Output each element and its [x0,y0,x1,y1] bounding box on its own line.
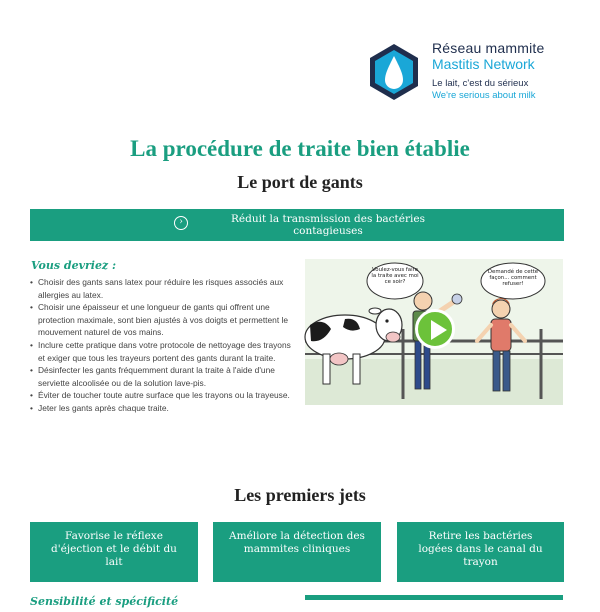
list-item: • Choisir une épaisseur et une longueur de gants qui offrent une protection maximale, sont bien ajustés à vos doigts et permettent le mouvement naturel de vos mains. [30,301,292,339]
recommendation-list [30,276,292,415]
droplet-shield-icon [368,42,420,102]
speech-bubble-left: Voulez-vous faire la traite avec moi ce soir? [371,267,419,286]
list-item: • Choisir des gants sans latex pour réduire les risques associés aux allergies au latex. [30,276,292,301]
benefit-banner-text: Réduit la transmission des bactéries contagieuses [231,213,425,237]
list-item: • Jeter les gants après chaque traite. [30,402,292,415]
brand-name-fr: Réseau mammite [432,40,545,56]
section-title: Les premiers jets [234,485,366,505]
brand-tagline-fr: Le lait, c'est du sérieux [432,78,529,89]
benefit-card-text: Favorise le réflexe d'éjection et le débit du lait [51,530,177,568]
benefit-card[interactable] [213,522,381,582]
list-item: • Inclure cette pratique dans votre protocole de nettoyage des trayons et exiger que tous les trayeurs portent des gants durant la traite. [30,339,292,364]
section-heading: Vous devriez : [31,259,117,272]
list-item: • Éviter de toucher toute autre surface que les trayons ou la trayeuse. [30,389,292,402]
page-subtitle: Le port de gants [237,172,363,192]
banner-partial [305,595,563,600]
section-heading-partial [30,594,260,608]
list-item: • Désinfecter les gants fréquemment durant la traite à l'aide d'une serviette alcoolisée ou de la solution lave-pis. [30,364,292,389]
brand-name-en: Mastitis Network [432,56,535,72]
video-thumbnail[interactable] [305,259,563,405]
benefit-card-text: Améliore la détection des mammites cliniques [229,530,365,555]
benefit-card[interactable] [30,522,198,582]
speech-bubble-right: Demandé de cette façon... comment refuser! [487,269,539,288]
chevron-right-circle-icon: › [174,216,188,230]
play-icon[interactable] [415,309,455,349]
benefit-banner[interactable] [30,209,564,241]
brand-tagline-en: We're serious about milk [432,90,536,101]
benefit-card[interactable] [397,522,564,582]
section-heading-text: Sensibilité et spécificité [30,595,179,608]
page-title: La procédure de traite bien établie [130,136,470,161]
benefit-card-text: Retire les bactéries logées dans le canal du trayon [418,530,543,568]
brand-logo[interactable] [366,40,576,104]
